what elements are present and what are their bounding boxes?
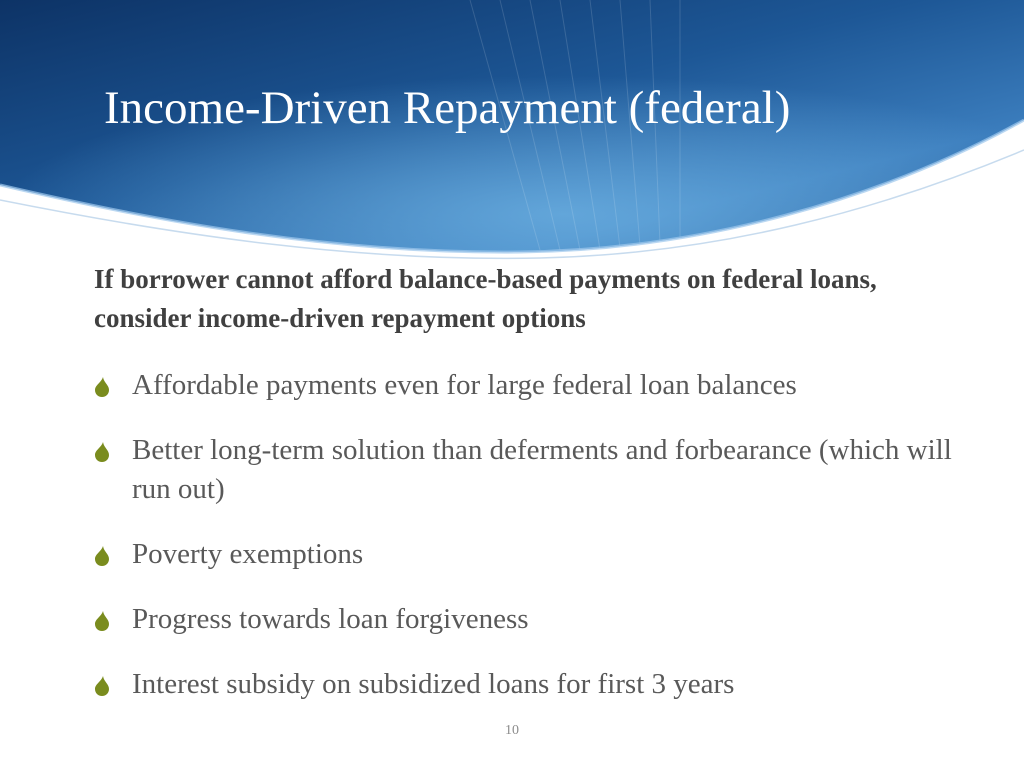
bullet-text: Affordable payments even for large federal loan balances [132, 369, 797, 401]
bullet-item [94, 665, 954, 704]
bullet-item [94, 535, 954, 574]
bullet-text: Poverty exemptions [132, 538, 364, 570]
intro-text: If borrower cannot afford balance-based payments on federal loans, consider income-driven repayment options [94, 264, 877, 333]
bullet-text: Progress towards loan forgiveness [132, 603, 529, 635]
bullet-list [94, 366, 954, 704]
leaf-icon [94, 546, 110, 566]
leaf-icon [94, 611, 110, 631]
bullet-text: Better long-term solution than deferments and forbearance (which will run out) [132, 434, 952, 505]
bullet-item [94, 366, 954, 405]
slide-title: Income-Driven Repayment (federal) [104, 82, 791, 134]
slide-body [94, 260, 954, 730]
leaf-icon [94, 377, 110, 397]
page-number: 10 [505, 723, 519, 738]
leaf-icon [94, 676, 110, 696]
bullet-item [94, 431, 954, 509]
leaf-icon [94, 442, 110, 462]
bullet-text: Interest subsidy on subsidized loans for first 3 years [132, 668, 735, 700]
bullet-item [94, 600, 954, 639]
